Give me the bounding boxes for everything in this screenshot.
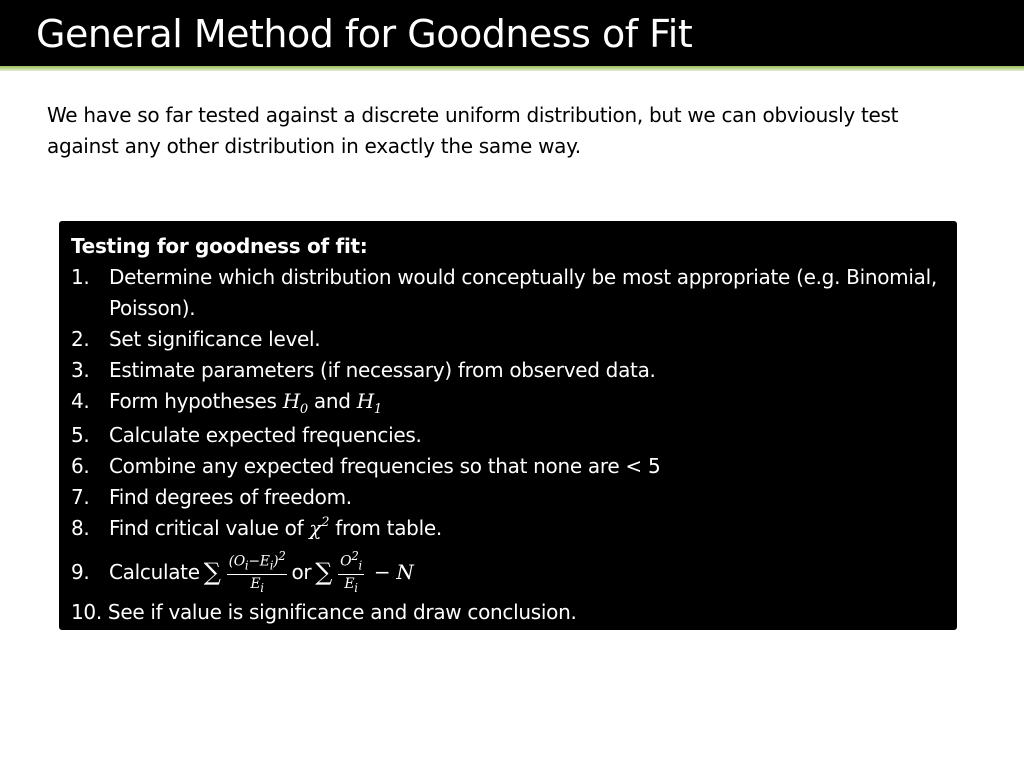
null-hypothesis-symbol bbox=[282, 389, 308, 417]
or-text: or bbox=[291, 559, 312, 584]
goodness-of-fit-box bbox=[59, 221, 957, 630]
num-sub-i: i bbox=[358, 558, 362, 573]
chi-superscript: 2 bbox=[321, 515, 330, 530]
step-text: Determine which distribution would conceptually be most appropriate (e.g. Binomial, Poisson). bbox=[109, 265, 937, 320]
step-3 bbox=[71, 355, 945, 386]
num-sup-2: 2 bbox=[278, 548, 286, 563]
intro-paragraph: We have so far tested against a discrete uniform distribution, but we can obviously test against any other distribution in exactly the same way. bbox=[47, 103, 899, 158]
step-number: 7. bbox=[71, 485, 90, 509]
step-10 bbox=[71, 597, 945, 628]
num-sub-i: i bbox=[244, 558, 249, 573]
num-o: O bbox=[340, 553, 352, 570]
num-sup-2: 2 bbox=[351, 548, 359, 563]
step-number: 2. bbox=[71, 327, 90, 351]
step-8 bbox=[71, 513, 945, 547]
observed-squared-fraction bbox=[338, 547, 364, 597]
num-sub-i2: i bbox=[269, 558, 274, 573]
h1-subscript: 1 bbox=[373, 402, 382, 417]
step-number: 1. bbox=[71, 265, 90, 289]
step-number: 4. bbox=[71, 389, 90, 413]
summation-symbol: ∑ bbox=[203, 557, 221, 586]
summation-symbol: ∑ bbox=[315, 557, 333, 586]
minus-n-term bbox=[374, 557, 414, 588]
h0-subscript: 0 bbox=[299, 402, 308, 417]
den-e: E bbox=[344, 576, 355, 593]
step-text bbox=[109, 513, 945, 547]
step-number: 10. bbox=[71, 600, 102, 624]
step-text: Estimate parameters (if necessary) from observed data. bbox=[109, 358, 656, 382]
step-text: See if value is significance and draw conclusion. bbox=[107, 600, 577, 624]
h-symbol: H bbox=[282, 389, 300, 413]
step-text-tail: from table. bbox=[329, 516, 442, 540]
step-number: 3. bbox=[71, 358, 90, 382]
den-sub-i: i bbox=[354, 581, 358, 596]
step-text: Calculate expected frequencies. bbox=[109, 423, 422, 447]
slide-title: General Method for Goodness of Fit bbox=[36, 12, 693, 56]
fraction-numerator bbox=[227, 547, 288, 575]
step-number: 9. bbox=[71, 559, 90, 584]
title-accent-rule bbox=[0, 66, 1024, 71]
fraction-numerator bbox=[338, 547, 364, 575]
and-text: and bbox=[307, 389, 357, 413]
step-text-lead: Find critical value of bbox=[109, 516, 310, 540]
fraction-denominator bbox=[342, 575, 359, 597]
step-5 bbox=[71, 420, 945, 451]
step-text bbox=[109, 386, 945, 420]
step-text bbox=[109, 547, 945, 597]
alt-hypothesis-symbol bbox=[356, 389, 382, 417]
step-number: 5. bbox=[71, 423, 90, 447]
steps-list bbox=[71, 262, 945, 628]
step-text: Combine any expected frequencies so that none are < 5 bbox=[109, 454, 661, 478]
fraction-denominator bbox=[248, 575, 265, 597]
step-7 bbox=[71, 482, 945, 513]
chi-symbol: χ bbox=[309, 516, 322, 540]
step-number: 8. bbox=[71, 516, 90, 540]
num-close: ) bbox=[273, 553, 279, 570]
den-sub-i: i bbox=[260, 581, 264, 596]
h-symbol: H bbox=[356, 389, 374, 413]
step-text: Set significance level. bbox=[109, 327, 321, 351]
minus-sign: − bbox=[373, 559, 391, 584]
n-symbol: N bbox=[396, 559, 414, 584]
step-text-lead: Form hypotheses bbox=[109, 389, 283, 413]
step-4 bbox=[71, 386, 945, 420]
num-minus-e: −E bbox=[248, 553, 270, 570]
step-number: 6. bbox=[71, 454, 90, 478]
step-6 bbox=[71, 451, 945, 482]
den-e: E bbox=[250, 576, 261, 593]
title-bar bbox=[0, 0, 1024, 66]
step-text-lead: Calculate bbox=[109, 559, 200, 584]
chi-squared-symbol bbox=[309, 516, 329, 540]
chi-square-fraction bbox=[227, 547, 288, 597]
step-1 bbox=[71, 262, 945, 324]
step-2 bbox=[71, 324, 945, 355]
num-open: (O bbox=[228, 553, 245, 570]
box-heading: Testing for goodness of fit: bbox=[71, 234, 368, 258]
step-text: Find degrees of freedom. bbox=[109, 485, 352, 509]
step-9 bbox=[71, 547, 945, 597]
